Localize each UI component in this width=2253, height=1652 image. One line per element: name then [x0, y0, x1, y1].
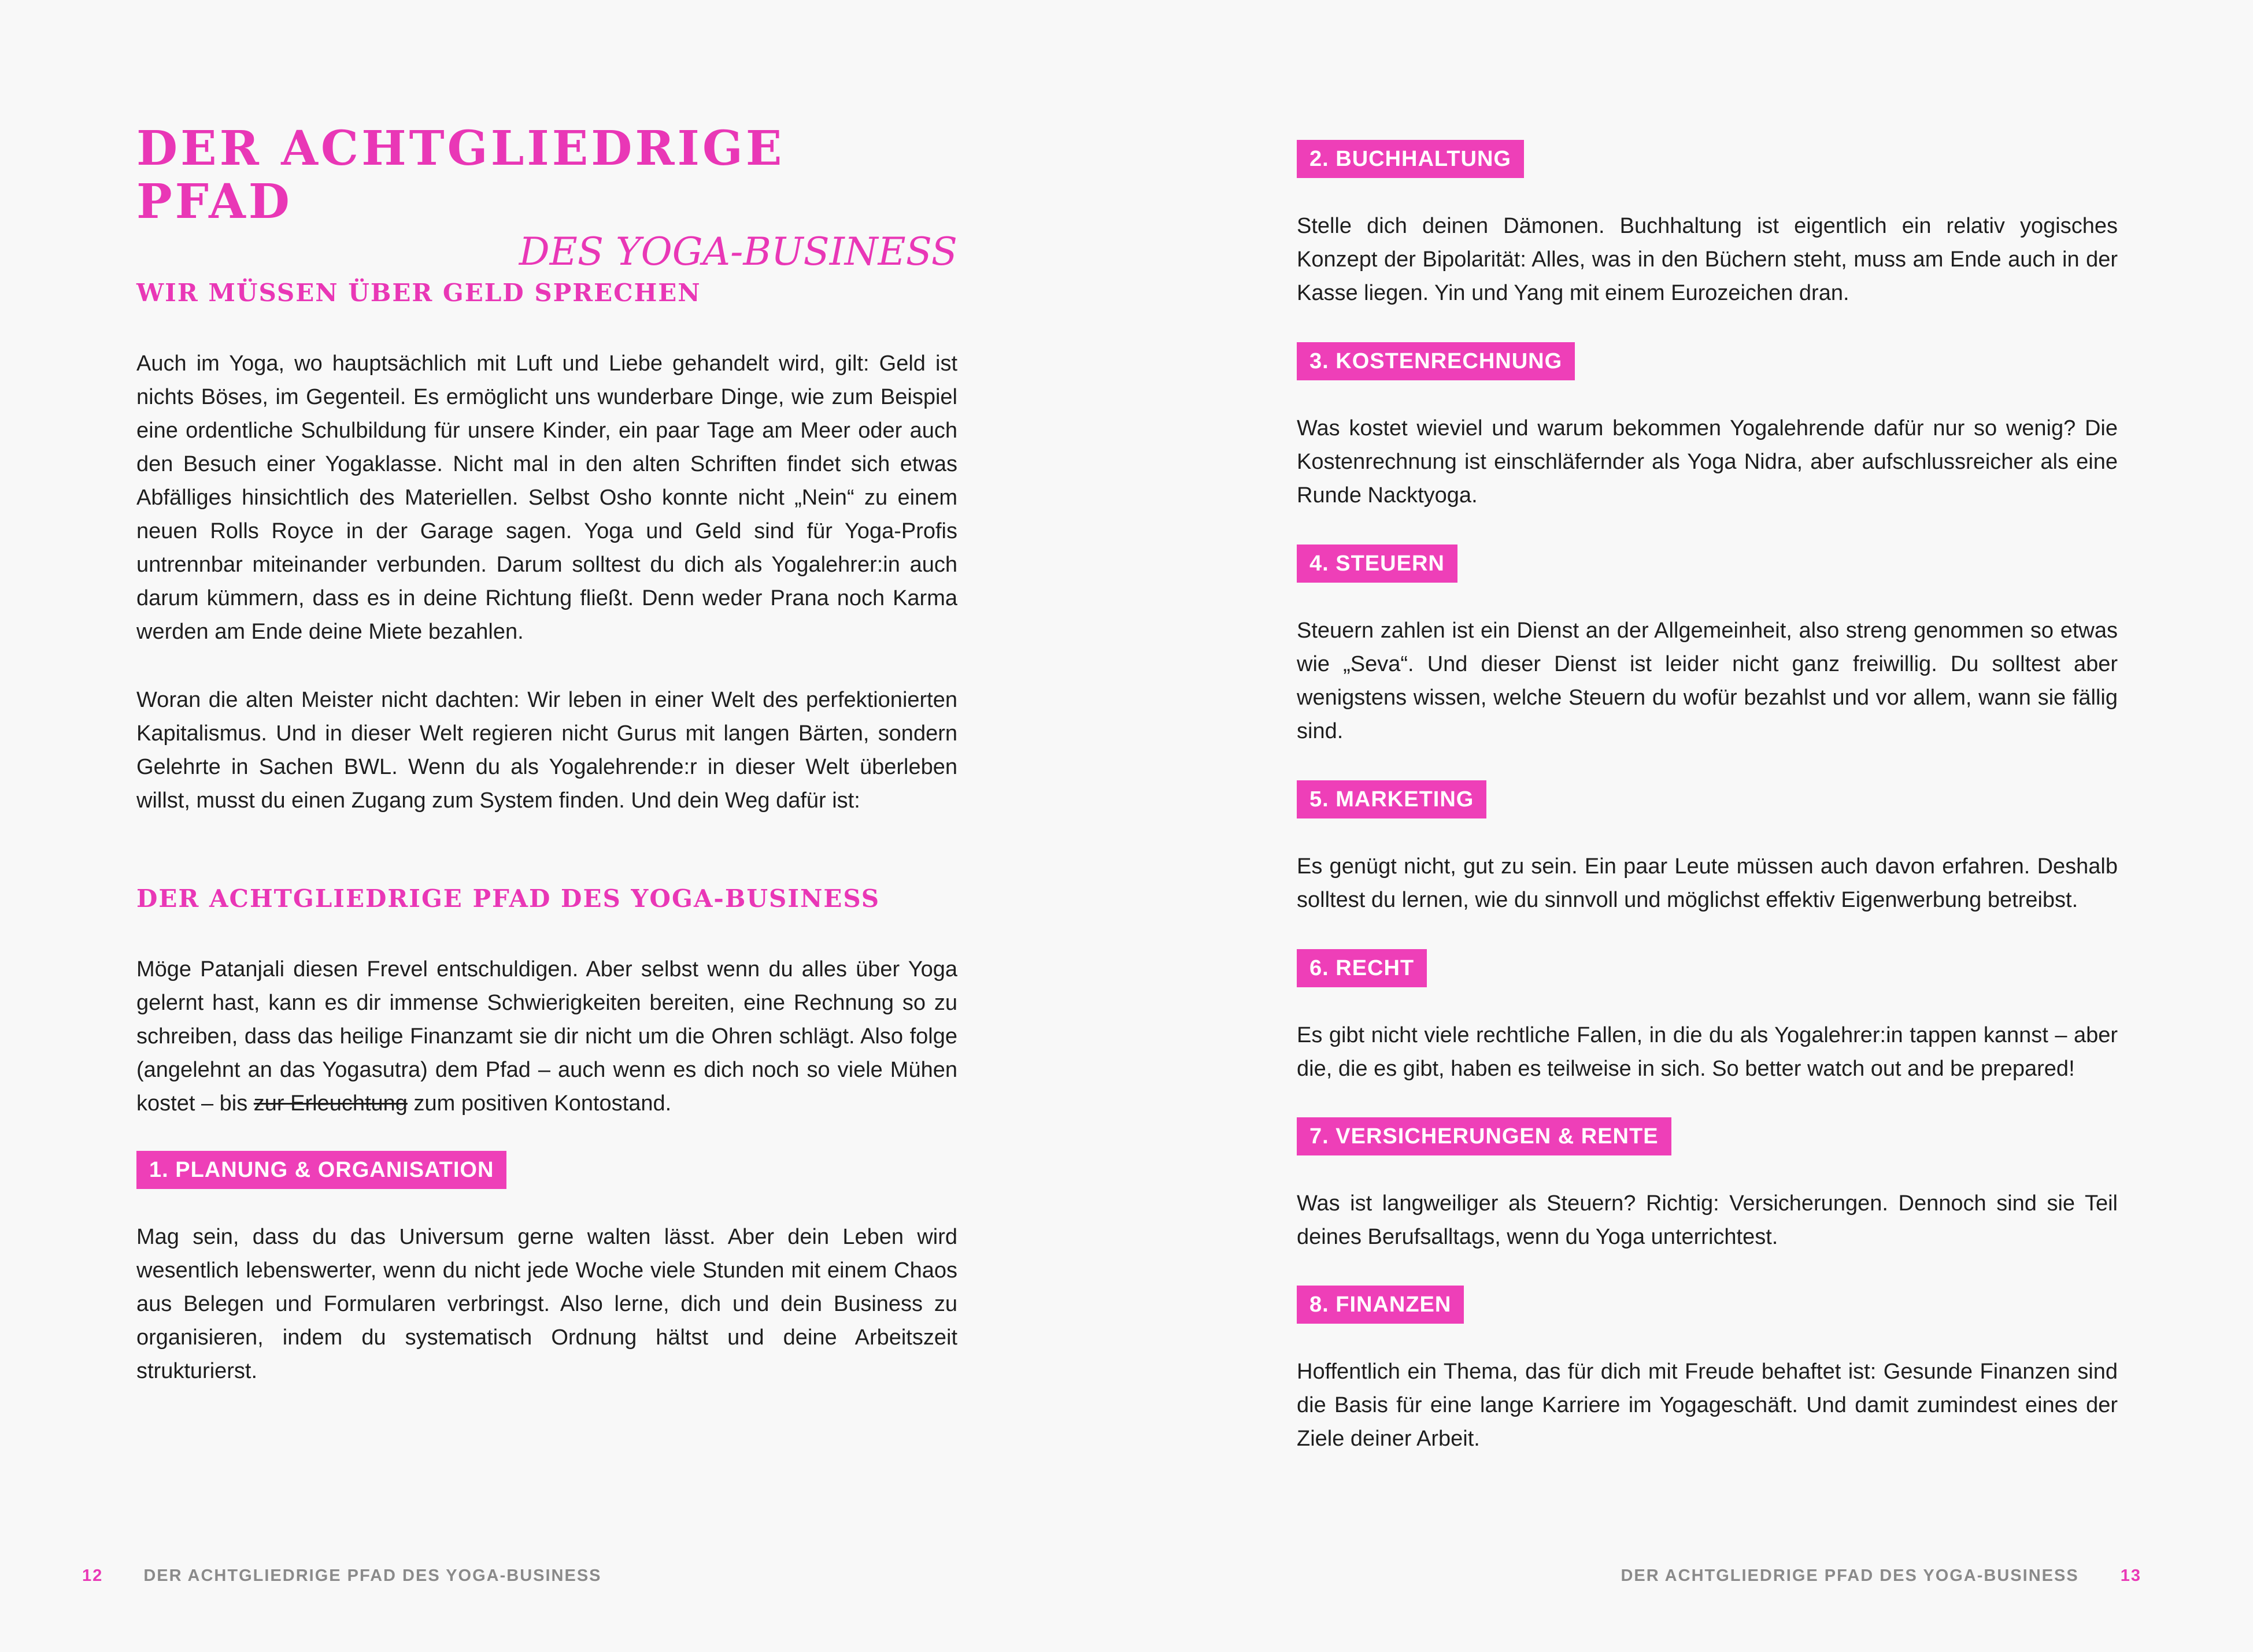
running-title: DER ACHTGLIEDRIGE PFAD DES YOGA-BUSINESS	[1621, 1566, 2079, 1585]
page-number: 13	[2120, 1566, 2141, 1585]
left-page	[0, 0, 1126, 1652]
step-1	[136, 1151, 957, 1388]
footer-left	[82, 1566, 602, 1586]
step-7	[1297, 1117, 2118, 1254]
page-subtitle: DES YOGA-BUSINESS	[519, 229, 957, 274]
step-tag: 7. VERSICHERUNGEN & RENTE	[1297, 1117, 1671, 1155]
section-heading-eightfold-path: DER ACHTGLIEDRIGE PFAD DES YOGA-BUSINESS	[136, 884, 881, 913]
page-title: DER ACHTGLIEDRIGE PFAD	[136, 121, 785, 229]
right-page	[1127, 0, 2253, 1652]
step-text: Was kostet wieviel und warum bekommen Yogalehrende dafür nur so wenig? Die Kostenrechnung ist einschläfernder als Yoga Nidra, aber aufschlussreicher als eine Runde Nacktyoga.	[1297, 416, 2118, 508]
step-tag: 8. FINANZEN	[1297, 1286, 1464, 1324]
step-text: Stelle dich deinen Dämonen. Buchhaltung ist eigentlich ein relativ yogisches Konzept der Bipolarität: Alles, was in den Büchern steht, muss am Ende auch in der Kasse liegen. Yin und Yang mit einem Eurozeichen dran.	[1297, 214, 2118, 305]
page-number: 12	[82, 1566, 103, 1585]
step-tag: 5. MARKETING	[1297, 780, 1486, 818]
step-tag: 3. KOSTENRECHNUNG	[1297, 342, 1575, 380]
step-3	[1297, 342, 2118, 512]
step-text: Was ist langweiliger als Steuern? Richtig: Versicherungen. Dennoch sind sie Teil deines Berufsalltags, wenn du Yoga unterrichtest.	[1297, 1191, 2118, 1249]
path-paragraph-start: Möge Patanjali diesen Frevel entschuldigen. Aber selbst wenn du alles über Yoga gelernt hast, kann es dir immense Schwierigkeiten bereiten, eine Rechnung so zu schreiben, dass das heilige Finanzamt sie dir nicht um die Ohren schlägt. Also folge (angelehnt an das Yogasutra) dem Pfad – auch wenn es dich noch so viele Mühen kostet – bis	[136, 957, 957, 1116]
step-tag: 2. BUCHHALTUNG	[1297, 140, 1524, 178]
running-title: DER ACHTGLIEDRIGE PFAD DES YOGA-BUSINESS	[143, 1566, 602, 1585]
intro-paragraph-1: Auch im Yoga, wo hauptsächlich mit Luft und Liebe gehandelt wird, gilt: Geld ist nichts Böses, im Gegenteil. Es ermöglicht uns wunderbare Dinge, wie zum Beispiel eine ordentliche Schulbildung für unsere Kinder, ein paar Tage am Meer oder auch den Besuch einer Yogaklasse. Nicht mal in den alten Schriften findet sich etwas Abfälliges hinsichtlich des Materiellen. Selbst Osho konnte nicht „Nein“ zu einem neuen Rolls Royce in der Garage sagen. Yoga und Geld sind für Yoga-Profis untrennbar miteinander verbunden. Darum solltest du dich als Yogalehrer:in auch darum kümmern, dass es in deine Richtung fließt. Denn weder Prana noch Karma werden am Ende deine Miete bezahlen.	[136, 351, 957, 644]
step-tag: 1. PLANUNG & ORGANISATION	[136, 1151, 506, 1189]
step-5	[1297, 780, 2118, 917]
intro-paragraph-2: Woran die alten Meister nicht dachten: Wir leben in einer Welt des perfektionierten Kapitalismus. Und in dieser Welt regieren nicht Gurus mit langen Bärten, sondern Gelehrte in Sachen BWL. Wenn du als Yogalehrende:r in dieser Welt überleben willst, musst du einen Zugang zum System finden. Und dein Weg dafür ist:	[136, 688, 957, 813]
step-8	[1297, 1286, 2118, 1455]
step-tag: 4. STEUERN	[1297, 545, 1457, 583]
step-2	[1297, 140, 2118, 310]
step-tag: 6. RECHT	[1297, 949, 1427, 987]
title-block	[136, 123, 957, 274]
step-6	[1297, 949, 2118, 1086]
step-text: Es genügt nicht, gut zu sein. Ein paar Leute müssen auch davon erfahren. Deshalb solltest du lernen, wie du sinnvoll und möglichst effektiv Eigenwerbung betreibst.	[1297, 854, 2118, 912]
step-text: Steuern zahlen ist ein Dienst an der Allgemeinheit, also streng genommen so etwas wie „Seva“. Und dieser Dienst ist leider nicht ganz freiwillig. Du solltest aber wenigstens wissen, welche Steuern du wofür bezahlst und vor allem, wann sie fällig sind.	[1297, 618, 2118, 743]
path-paragraph-end: zum positiven Kontostand.	[407, 1091, 672, 1116]
step-text: Mag sein, dass du das Universum gerne walten lässt. Aber dein Leben wird wesentlich lebenswerter, wenn du nicht jede Woche viele Stunden mit einem Chaos aus Belegen und Formularen verbringst. Also lerne, dich und dein Business zu organisieren, indem du systematisch Ordnung hältst und deine Arbeitszeit strukturierst.	[136, 1225, 957, 1383]
section-heading-money: WIR MÜSSEN ÜBER GELD SPRECHEN	[136, 279, 701, 307]
path-paragraph	[136, 953, 957, 1120]
step-text: Hoffentlich ein Thema, das für dich mit Freude behaftet ist: Gesunde Finanzen sind die Basis für eine lange Karriere im Yogageschäft. Und damit zumindest eines der Ziele deiner Arbeit.	[1297, 1360, 2118, 1451]
step-text: Es gibt nicht viele rechtliche Fallen, in die du als Yogalehrer:in tappen kannst – aber die, die es gibt, haben es teilweise in sich. So better watch out and be prepared!	[1297, 1023, 2118, 1081]
footer-right	[1621, 1566, 2141, 1586]
struck-text: zur Erleuchtung	[253, 1091, 408, 1116]
step-4	[1297, 545, 2118, 748]
